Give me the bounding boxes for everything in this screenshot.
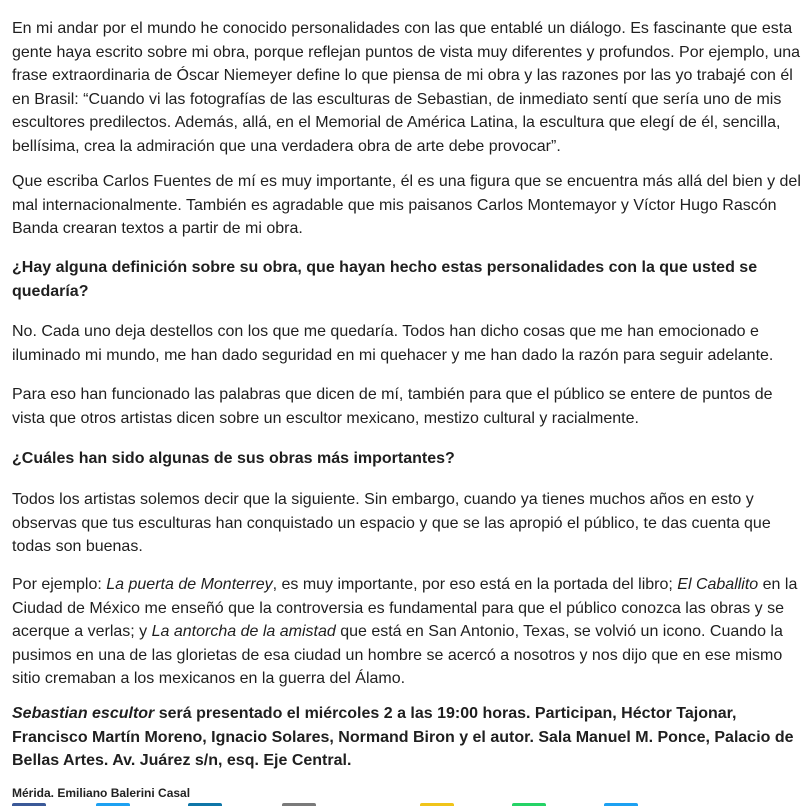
interview-question-works: ¿Cuáles han sido algunas de sus obras más importantes? xyxy=(12,450,455,467)
text-segment: en la Ciudad de México me enseñó que la controversia es fundamental para que el público conozca las obras y se acerque a verlas; y xyxy=(12,576,798,640)
book-presentation-notice xyxy=(12,702,807,773)
paragraph-fuentes: Que escriba Carlos Fuentes de mí es muy importante, él es una figura que se encuentra más allá del bien y del mal internacionalmente. También es agradable que mis paisanos Carlos Montemayor y Víctor Hugo Rascón Banda crearan textos a partir de mi obra. xyxy=(12,173,801,237)
work-title-caballito: El Caballito xyxy=(677,576,759,593)
text-segment: será presentado el miércoles 2 a las 19:00 horas. Participan, Héctor Tajonar, Francisco Martín Moreno, Ignacio Solares, Normand Biron y el autor. Sala Manuel M. Ponce, Palacio de Bellas Artes. Av. Juárez s/n, esq. Eje Central. xyxy=(12,705,794,769)
text-segment: que está en San Antonio, Texas, se volvió un icono. Cuando la pusimos en una de las glorietas de esa ciudad un hombre se acercó a nosotros y nos dijo que en ese mismo sitio cremaban a los mexicanos en la guerra del Álamo. xyxy=(12,623,783,687)
paragraph-palabras: Para eso han funcionado las palabras que dicen de mí, también para que el público se entere de puntos de vista que otros artistas dicen sobre un escultor mexicano, mestizo cultural y racialmente. xyxy=(12,386,773,427)
interview-question-definition: ¿Hay alguna definición sobre su obra, que hayan hecho estas personalidades con la que usted se quedaría? xyxy=(12,259,758,300)
book-title: Sebastian escultor xyxy=(12,705,155,722)
author-credit: Mérida. Emiliano Balerini Casal xyxy=(12,786,191,800)
paragraph-examples xyxy=(12,573,807,691)
text-segment: , es muy importante, por eso está en la portada del libro; xyxy=(272,576,678,593)
work-title-antorcha: La antorcha de la amistad xyxy=(151,623,336,640)
work-title-puerta: La puerta de Monterrey xyxy=(106,576,273,593)
paragraph-artistas: Todos los artistas solemos decir que la siguiente. Sin embargo, cuando ya tienes muchos años en esto y observas que tus esculturas han conquistado un espacio y que se las apropió el público, te das cuenta que todas son buenas. xyxy=(12,491,771,555)
paragraph-niemeyer: En mi andar por el mundo he conocido personalidades con las que entablé un diálogo. Es fascinante que esta gente haya escrito sobre mi obra, porque reflejan puntos de vista muy diferentes y profundos. Por ejemplo, una frase extraordinaria de Óscar Niemeyer define lo que piensa de mi obra y las razones por las yo trabajé con él en Brasil: “Cuando vi las fotografías de las esculturas de Sebastian, de inmediato sentí que sería uno de mis escultores predilectos. Además, allá, en el Memorial de América Latina, la escultura que elegí de él, sencilla, bellísima, crea la admiración que una verdadera obra de arte debe provocar”. xyxy=(12,20,801,155)
text-segment: Por ejemplo: xyxy=(12,576,107,593)
paragraph-destellos: No. Cada uno deja destellos con los que me quedaría. Todos han dicho cosas que me han emocionado e iluminado mi mundo, me han dado seguridad en mi quehacer y me han dado la razón para seguir adelante. xyxy=(12,323,774,364)
